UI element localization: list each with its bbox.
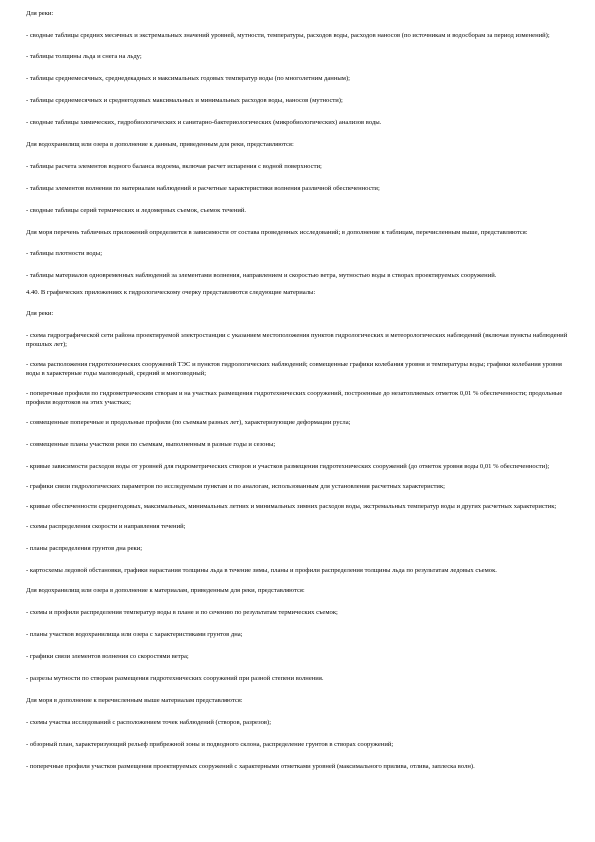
section-heading: 4.40. В графических приложениях к гидрологическому очерку представляются следующие материалы: [26,289,316,296]
list-item: - схема расположения гидротехнических сооружений ТЭС и пунктов гидрологических наблюдений; совмещенные графики колебания уровня и температуры воды; графики колебания уровня воды в характерные годы маловодный, средний и многоводный; [26,361,562,377]
list-item: - сводные таблицы химических, гидробиологических и санитарно-бактериологических (микробиологических) анализов воды. [26,119,382,126]
list-item: - таблицы толщины льда и снега на льду; [26,53,142,60]
list-item: - схемы и профили распределения температур воды в плане и по сечению по результатам термических съемок; [26,609,338,616]
list-item: - таблицы расчета элементов водного баланса водоема, включая расчет испарения с водной поверхности; [26,163,322,170]
list-item: - схема гидрографической сети района проектируемой электростанции с указанием местоположения пунктов гидрологических и метеорологических наблюдений (включая пункты наблюдений прошлых лет); [26,332,568,348]
list-item: - таблицы элементов волнения по материалам наблюдений и расчетные характеристики волнения различной обеспеченности; [26,185,380,192]
list-item: - обзорный план, характеризующий рельеф прибрежной зоны и подводного склона, распределение грунтов в створах сооружений; [26,741,394,748]
list-item: - планы распределения грунтов дна реки; [26,545,143,552]
list-item: - таблицы среднемесячных, среднедекадных и максимальных годовых температур воды (по многолетним данным); [26,75,350,82]
list-item: - поперечные профили по гидрометрическим створам и на участках размещения гидротехнических сооружений, построенные до незатопляемых отметок 0,01 % обеспеченности; продольные профили водотоков на этих участках; [26,390,563,406]
paragraph: Для водохранилищ или озера в дополнение к материалам, приведенным для реки, представляются: [26,587,305,594]
list-item: - графики связи гидрологических параметров по исследуемым пунктам и по аналогам, использованным для установления расчетных характеристик; [26,483,445,490]
list-item: - таблицы плотности воды; [26,250,103,257]
list-item: - сводные таблицы серий термических и ледомерных съемок, съемок течений. [26,207,247,214]
list-item: - картосхемы ледовой обстановки, графики нарастания толщины льда в течение зимы, планы и профили распределения толщины льда по результатам ледовых съемок. [26,567,497,574]
list-item: - сводные таблицы средних месячных и экстремальных значений уровней, мутности, температуры, расходов воды, расходов наносов (по источникам и водосборам за период изменений); [26,32,550,39]
paragraph: Для моря перечень табличных приложений определяется в зависимости от состава проведенных исследований; в дополнение к таблицам, перечисленным выше, представляются: [26,229,528,236]
list-item: - схемы распределения скорости и направления течений; [26,523,186,530]
list-item: - кривые зависимости расходов воды от уровней для гидрометрических створов и участков размещения гидротехнических сооружений (до отметок уровня воды 0,01 % обеспеченности); [26,463,550,470]
list-item: - графики связи элементов волнения со скоростями ветра; [26,653,189,660]
list-item: - разрезы мутности по створам размещения гидротехнических сооружений при разной степени волнения. [26,675,324,682]
list-item: - таблицы среднемесячных и среднегодовых максимальных и минимальных расходов воды, наносов (мутности); [26,97,343,104]
list-item: - схемы участка исследований с расположением точек наблюдений (створов, разрезов); [26,719,272,726]
list-item: - совмещенные планы участков реки по съемкам, выполненным в разные годы и сезоны; [26,441,276,448]
list-item: - совмещенные поперечные и продольные профили (по съемкам разных лет), характеризующие деформации русла; [26,419,351,426]
paragraph: Для моря в дополнение к перечисленным выше материалам представляются: [26,697,243,704]
section-heading: Для реки: [26,310,54,317]
list-item: - кривые обеспеченности среднегодовых, максимальных, минимальных летних и минимальных зимних расходов воды, экстремальных температур воды и других расчетных характеристик; [26,503,557,510]
list-item: - таблицы материалов одновременных наблюдений за элементами волнения, направлением и скоростью ветра, мутностью воды в створах проектируемых сооружений. [26,272,497,279]
list-item: - поперечные профили участков размещения проектируемых сооружений с характерными отметками уровней (максимального прилива, отлива, заплеска волн). [26,763,475,770]
paragraph: Для водохранилищ или озера в дополнение к данным, приведенным для реки, представляются: [26,141,294,148]
list-item: - планы участков водохранилища или озера с характеристиками грунтов дна; [26,631,243,638]
section-heading: Для реки: [26,10,54,17]
